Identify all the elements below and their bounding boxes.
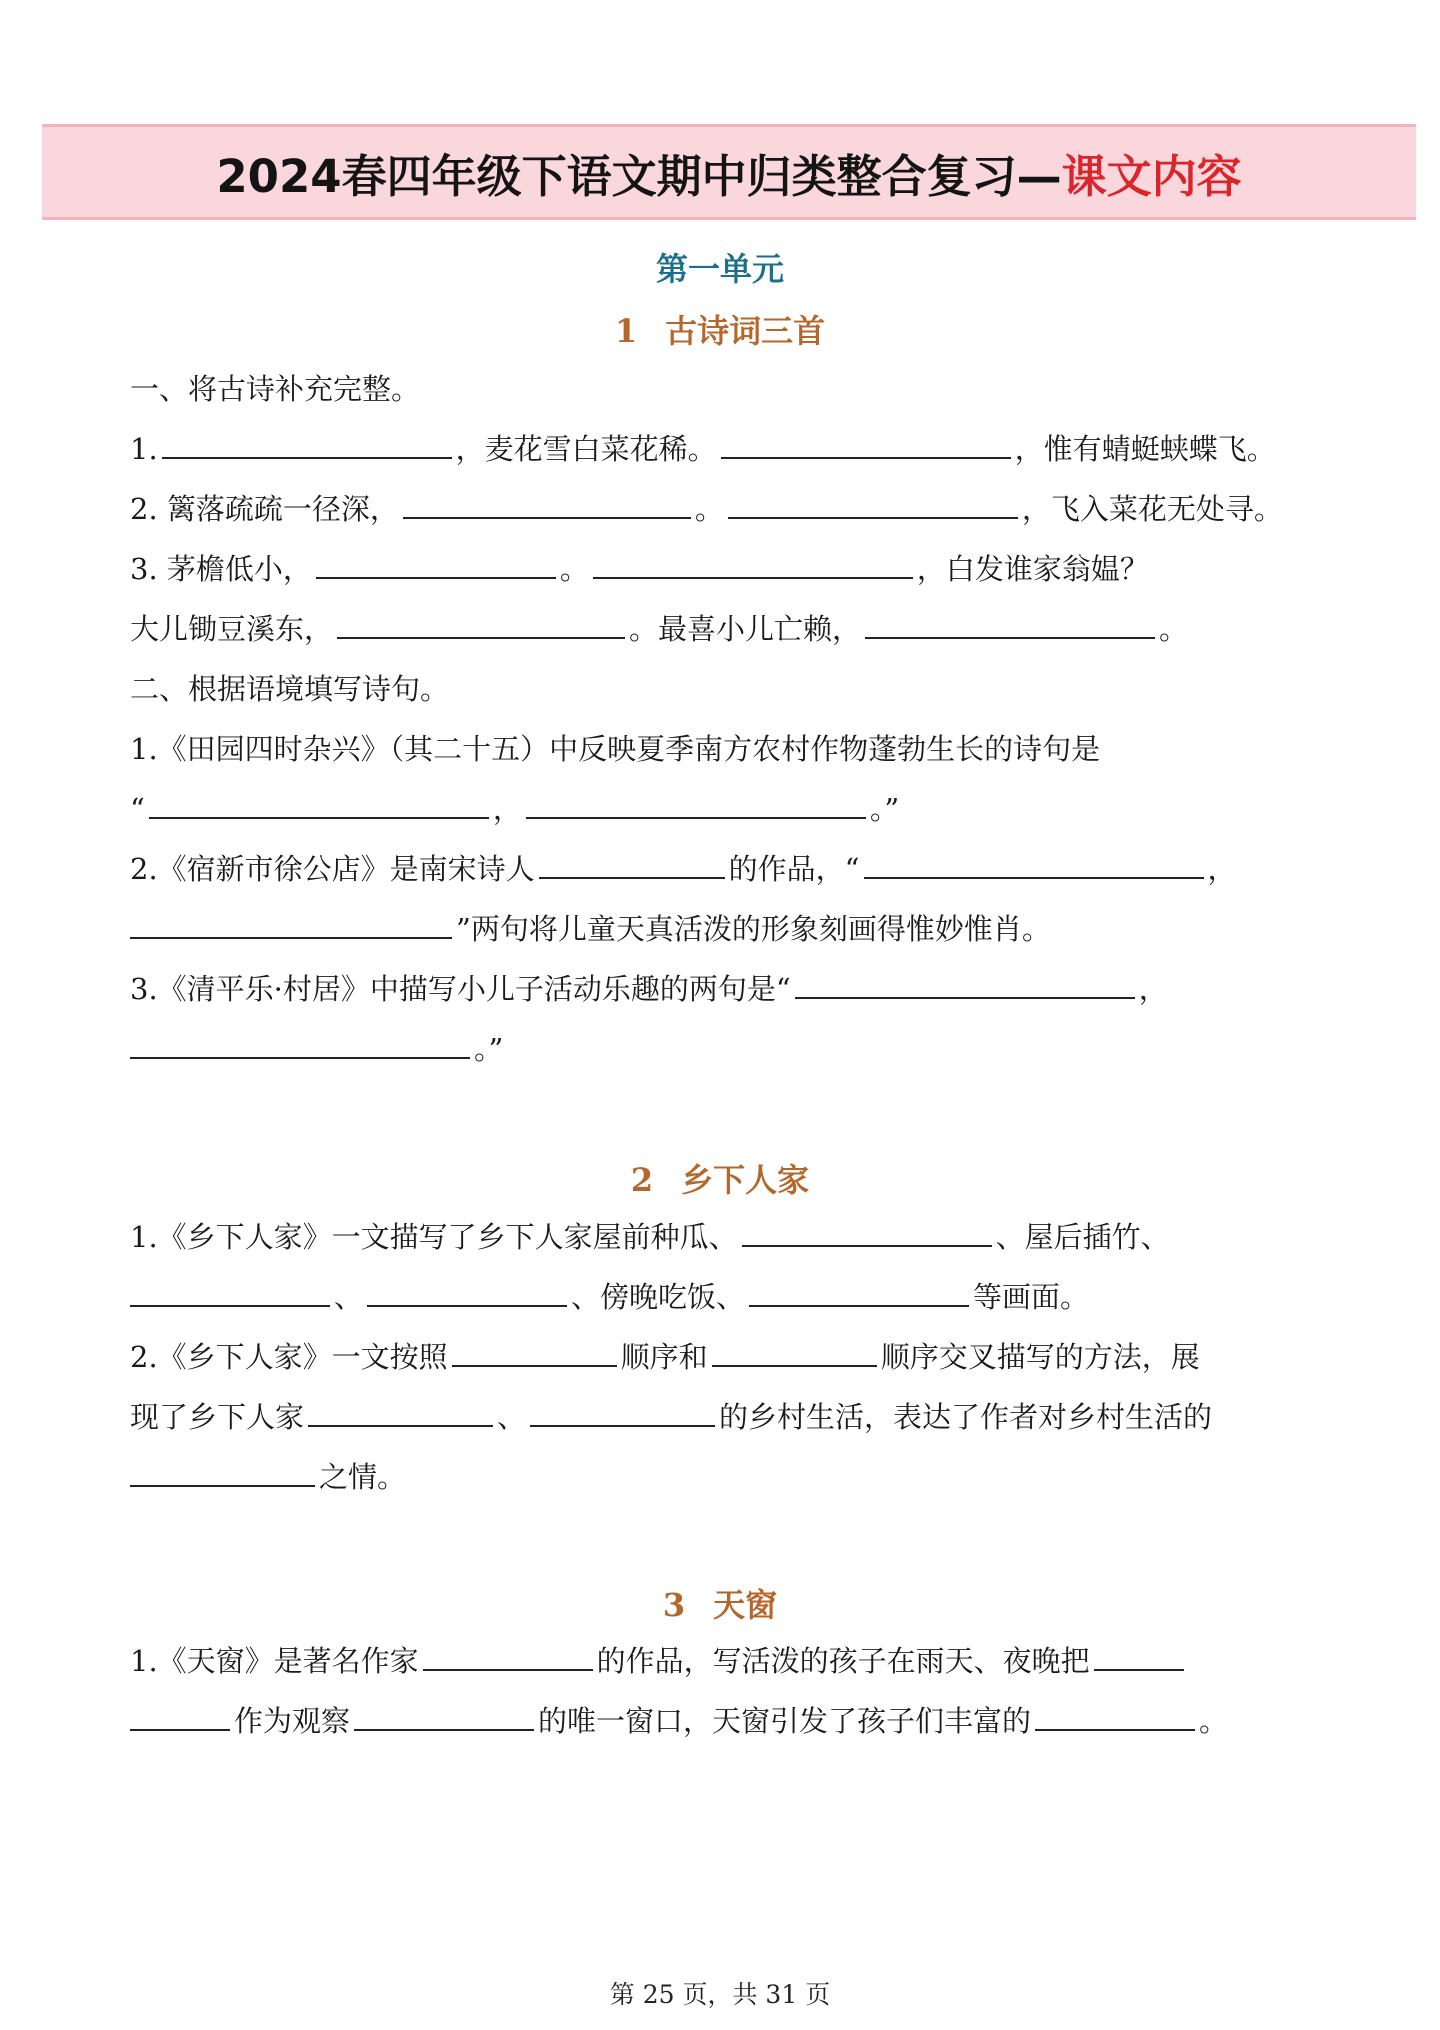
title-accent: 课文内容 [1061,149,1242,203]
answer-blank[interactable] [354,1701,534,1731]
question-line: 1.《天窗》是著名作家 的作品，写活泼的孩子在雨天、夜晚把 [130,1641,1320,1681]
answer-blank[interactable] [130,1457,315,1487]
answer-blank[interactable] [149,789,489,819]
question-line: 作为观察 的唯一窗口，天窗引发了孩子们丰富的 。 [130,1701,1320,1741]
question-line: “ ， 。” [130,789,1320,829]
lesson-name: 天窗 [713,1586,778,1624]
answer-blank[interactable] [795,969,1135,999]
lesson-name: 乡下人家 [681,1161,810,1199]
lesson-number: 1 [614,312,638,350]
answer-blank[interactable] [367,1277,567,1307]
answer-blank[interactable] [526,789,866,819]
answer-blank[interactable] [337,609,625,639]
question-line: 之情。 [130,1457,1320,1497]
answer-blank[interactable] [308,1397,493,1427]
answer-blank[interactable] [721,429,1011,459]
section-heading: 二、根据语境填写诗句。 [130,672,450,706]
page-footer: 第 25 页，共 31 页 [609,1980,831,2009]
question-line: 2. 篱落疏疏一径深， 。 ，飞入菜花无处寻。 [130,489,1320,529]
answer-blank[interactable] [1094,1641,1184,1671]
question-line: 大儿锄豆溪东， 。最喜小儿亡赖， 。 [130,609,1320,649]
section-heading: 一、将古诗补充完整。 [130,372,421,406]
title-banner [42,124,1416,220]
question-line: 现了乡下人家 、 的乡村生活，表达了作者对乡村生活的 [130,1397,1320,1437]
question-line: 2.《宿新市徐公店》是南宋诗人 的作品，“ ， [130,849,1320,889]
answer-blank[interactable] [539,849,725,879]
question-line: 。” [130,1029,1320,1069]
question-line: 1.《乡下人家》一文描写了乡下人家屋前种瓜、 、屋后插竹、 [130,1217,1320,1257]
answer-blank[interactable] [728,489,1018,519]
lesson-number: 3 [662,1586,686,1624]
answer-blank[interactable] [316,549,556,579]
question-line: 3.《清平乐·村居》中描写小儿子活动乐趣的两句是“ ， [130,969,1320,1009]
answer-blank[interactable] [452,1337,617,1367]
answer-blank[interactable] [712,1337,877,1367]
answer-blank[interactable] [530,1397,715,1427]
page-title [216,140,1241,205]
question-line: 3. 茅檐低小， 。 ，白发谁家翁媪？ [130,549,1320,589]
question-line: 、 、傍晚吃饭、 等画面。 [130,1277,1320,1317]
question-line: ”两句将儿童天真活泼的形象刻画得惟妙惟肖。 [130,909,1320,949]
answer-blank[interactable] [593,549,913,579]
answer-blank[interactable] [130,1701,230,1731]
answer-blank[interactable] [865,609,1155,639]
answer-blank[interactable] [423,1641,593,1671]
answer-blank[interactable] [749,1277,969,1307]
question-line: 2.《乡下人家》一文按照 顺序和 顺序交叉描写的方法，展 [130,1337,1320,1377]
answer-blank[interactable] [130,1277,330,1307]
answer-blank[interactable] [1035,1701,1195,1731]
lesson-2-title [0,1155,1440,1201]
question-line: 1. ，麦花雪白菜花稀。 ，惟有蜻蜓蛱蝶飞。 [130,429,1320,469]
answer-blank[interactable] [742,1217,992,1247]
unit-title: 第一单元 [655,250,784,288]
lesson-number: 2 [630,1161,654,1199]
answer-blank[interactable] [162,429,452,459]
question-line: 1.《田园四时杂兴》（其二十五）中反映夏季南方农村作物蓬勃生长的诗句是 [130,732,1101,766]
title-main: 2024春四年级下语文期中归类整合复习— [216,149,1062,203]
answer-blank[interactable] [864,849,1204,879]
answer-blank[interactable] [130,909,452,939]
lesson-1-title [0,306,1440,352]
lesson-3-title [0,1580,1440,1626]
answer-blank[interactable] [130,1029,470,1059]
lesson-name: 古诗词三首 [665,312,826,350]
answer-blank[interactable] [403,489,691,519]
